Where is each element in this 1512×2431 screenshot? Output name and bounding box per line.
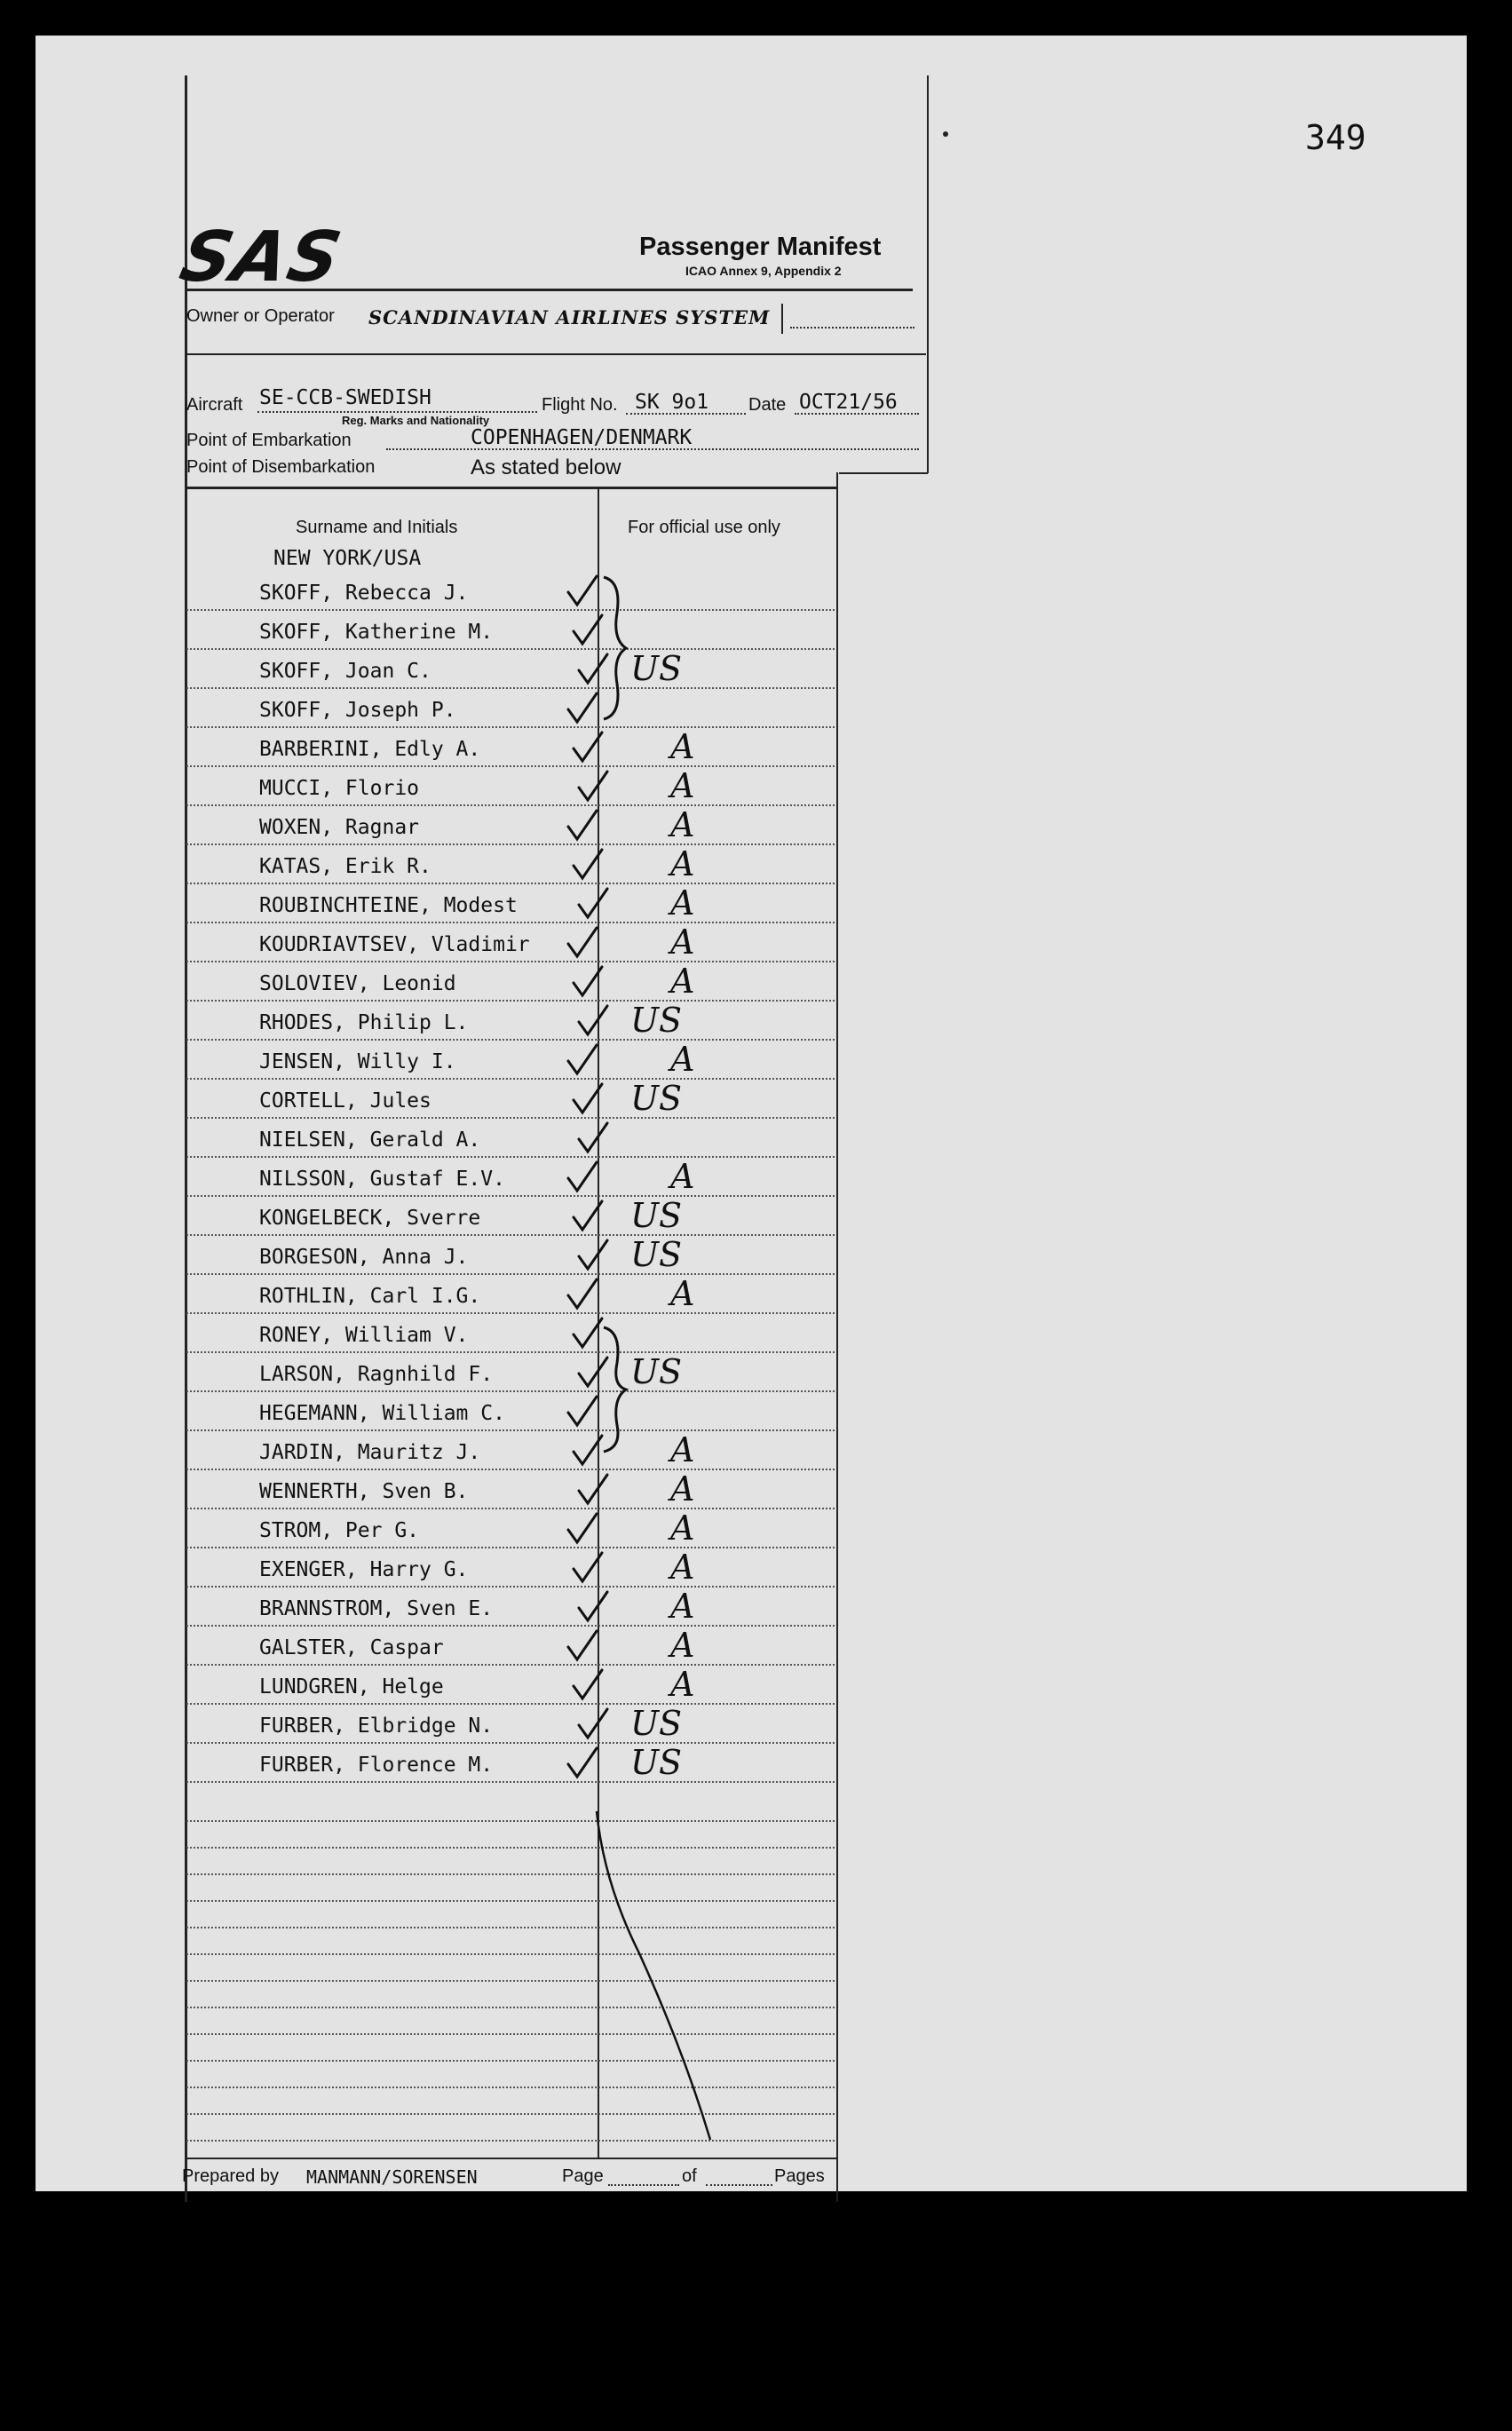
check-mark [574, 1084, 602, 1113]
official-mark: US [630, 1235, 683, 1274]
prepared-by-value: MANMANN/SORENSEN [306, 2166, 478, 2188]
aircraft-note: Reg. Marks and Nationality [342, 414, 490, 427]
aircraft-value: SE-CCB-SWEDISH [259, 386, 431, 409]
official-column-header: For official use only [628, 518, 780, 537]
check-mark [568, 1279, 597, 1308]
check-mark [579, 1358, 607, 1386]
footer-top-line [185, 2158, 837, 2159]
passenger-name: RHODES, Philip L. [259, 1011, 469, 1034]
check-mark [574, 1553, 602, 1581]
check-mark [568, 928, 597, 956]
disembarkation-label: Point of Disembarkation [186, 457, 376, 477]
official-mark: US [630, 1196, 683, 1235]
surname-column-header: Surname and Initials [296, 518, 458, 537]
official-mark: A [670, 1548, 695, 1587]
passenger-name: FURBER, Florence M. [259, 1754, 494, 1777]
official-mark: A [670, 1040, 695, 1079]
check-mark [568, 1631, 597, 1659]
check-mark [568, 1045, 597, 1073]
official-mark: A [670, 1430, 695, 1469]
check-mark [574, 732, 602, 761]
owner-value: SCANDINAVIAN AIRLINES SYSTEM [368, 306, 771, 329]
official-mark: A [670, 805, 695, 844]
official-mark: A [670, 1665, 695, 1704]
passenger-name: BORGESON, Anna J. [259, 1246, 469, 1269]
check-mark [568, 811, 597, 839]
official-mark: A [670, 1508, 695, 1548]
sas-logo: SAS [173, 218, 350, 297]
passenger-name: KOUDRIAVTSEV, Vladimir [259, 933, 530, 956]
embarkation-label: Point of Embarkation [186, 431, 352, 450]
passenger-name: SKOFF, Joan C. [259, 660, 431, 683]
page-label: Page [562, 2166, 604, 2186]
official-mark: A [670, 766, 695, 805]
official-mark: US [630, 1704, 683, 1743]
official-mark: A [670, 1469, 695, 1508]
check-mark [579, 1709, 607, 1738]
check-mark [579, 654, 607, 683]
embarkation-value: COPENHAGEN/DENMARK [471, 426, 693, 449]
check-mark [579, 1123, 607, 1152]
official-mark: A [670, 727, 695, 766]
check-mark [574, 1201, 602, 1230]
passenger-name: SKOFF, Katherine M. [259, 621, 494, 644]
prepared-by-label: Prepared by [182, 2166, 279, 2186]
of-line [706, 2184, 772, 2186]
official-mark: A [670, 962, 695, 1001]
official-mark: A [670, 883, 695, 923]
check-mark [574, 1436, 602, 1464]
official-mark: US [630, 1743, 683, 1782]
strike-line [597, 1811, 710, 2140]
date-value: OCT21/56 [799, 391, 898, 414]
destination: NEW YORK/USA [273, 547, 422, 570]
passenger-name: LARSON, Ragnhild F. [259, 1363, 494, 1386]
official-mark: US [630, 1352, 683, 1391]
aircraft-label: Aircraft [186, 395, 243, 415]
check-mark [579, 772, 607, 800]
official-mark: US [630, 649, 683, 688]
check-mark [574, 967, 602, 995]
passenger-name: GALSTER, Caspar [259, 1636, 444, 1659]
check-mark [568, 693, 597, 722]
page-line [608, 2184, 679, 2186]
check-mark [574, 1670, 602, 1699]
official-mark: US [630, 1001, 683, 1040]
official-mark: A [670, 844, 695, 883]
passenger-name: BARBERINI, Edly A. [259, 738, 481, 761]
passenger-name: STROM, Per G. [259, 1519, 420, 1542]
passenger-name: SKOFF, Rebecca J. [259, 582, 469, 605]
check-mark [568, 1397, 597, 1425]
manifest-title: Passenger Manifest [639, 233, 882, 261]
official-mark: A [670, 1587, 695, 1626]
check-mark [579, 1592, 607, 1620]
passenger-name: FURBER, Elbridge N. [259, 1714, 494, 1738]
check-mark [568, 1162, 597, 1191]
passenger-name: WOXEN, Ragnar [259, 816, 420, 839]
passenger-name: KONGELBECK, Sverre [259, 1207, 481, 1230]
check-mark [568, 1514, 597, 1542]
check-mark [574, 850, 602, 878]
check-mark [568, 576, 597, 605]
flight-label: Flight No. [542, 395, 618, 415]
passenger-name: CORTELL, Jules [259, 1089, 431, 1113]
check-mark [568, 1748, 597, 1777]
check-mark [579, 889, 607, 917]
passenger-name: ROUBINCHTEINE, Modest [259, 894, 518, 917]
check-mark [574, 1318, 602, 1347]
passenger-name: KATAS, Erik R. [259, 855, 431, 878]
passenger-name: JARDIN, Mauritz J. [259, 1441, 481, 1464]
passenger-name: MUCCI, Florio [259, 777, 420, 800]
passenger-name: ROTHLIN, Carl I.G. [259, 1285, 481, 1308]
manifest-subtitle: ICAO Annex 9, Appendix 2 [685, 264, 842, 278]
passenger-name: BRANNSTROM, Sven E. [259, 1597, 494, 1620]
official-mark: US [630, 1079, 683, 1118]
official-mark: A [670, 923, 695, 962]
passenger-name: EXENGER, Harry G. [259, 1558, 469, 1581]
passenger-name: JENSEN, Willy I. [259, 1050, 456, 1073]
passenger-name: NIELSEN, Gerald A. [259, 1128, 481, 1152]
check-mark [579, 1006, 607, 1034]
passenger-name: HEGEMANN, William C. [259, 1402, 505, 1425]
page-number: 349 [1305, 118, 1366, 157]
check-mark [579, 1240, 607, 1269]
check-mark [579, 1475, 607, 1503]
passenger-name: SOLOVIEV, Leonid [259, 972, 456, 995]
passenger-name: WENNERTH, Sven B. [259, 1480, 469, 1503]
passenger-name: SKOFF, Joseph P. [259, 699, 456, 722]
date-label: Date [748, 395, 787, 415]
owner-label: Owner or Operator [186, 306, 335, 326]
official-mark: A [670, 1626, 695, 1665]
official-mark: A [670, 1274, 695, 1313]
official-mark: A [670, 1157, 695, 1196]
passenger-name: LUNDGREN, Helge [259, 1675, 444, 1699]
brace-mark [604, 577, 626, 719]
brace-mark [604, 1327, 626, 1452]
flight-value: SK 9o1 [635, 391, 709, 414]
of-label: of [682, 2166, 697, 2186]
disembarkation-value: As stated below [471, 455, 621, 479]
passenger-name: NILSSON, Gustaf E.V. [259, 1168, 505, 1191]
check-mark [574, 615, 602, 644]
pages-label: Pages [774, 2166, 825, 2186]
passenger-name: RONEY, William V. [259, 1324, 469, 1347]
